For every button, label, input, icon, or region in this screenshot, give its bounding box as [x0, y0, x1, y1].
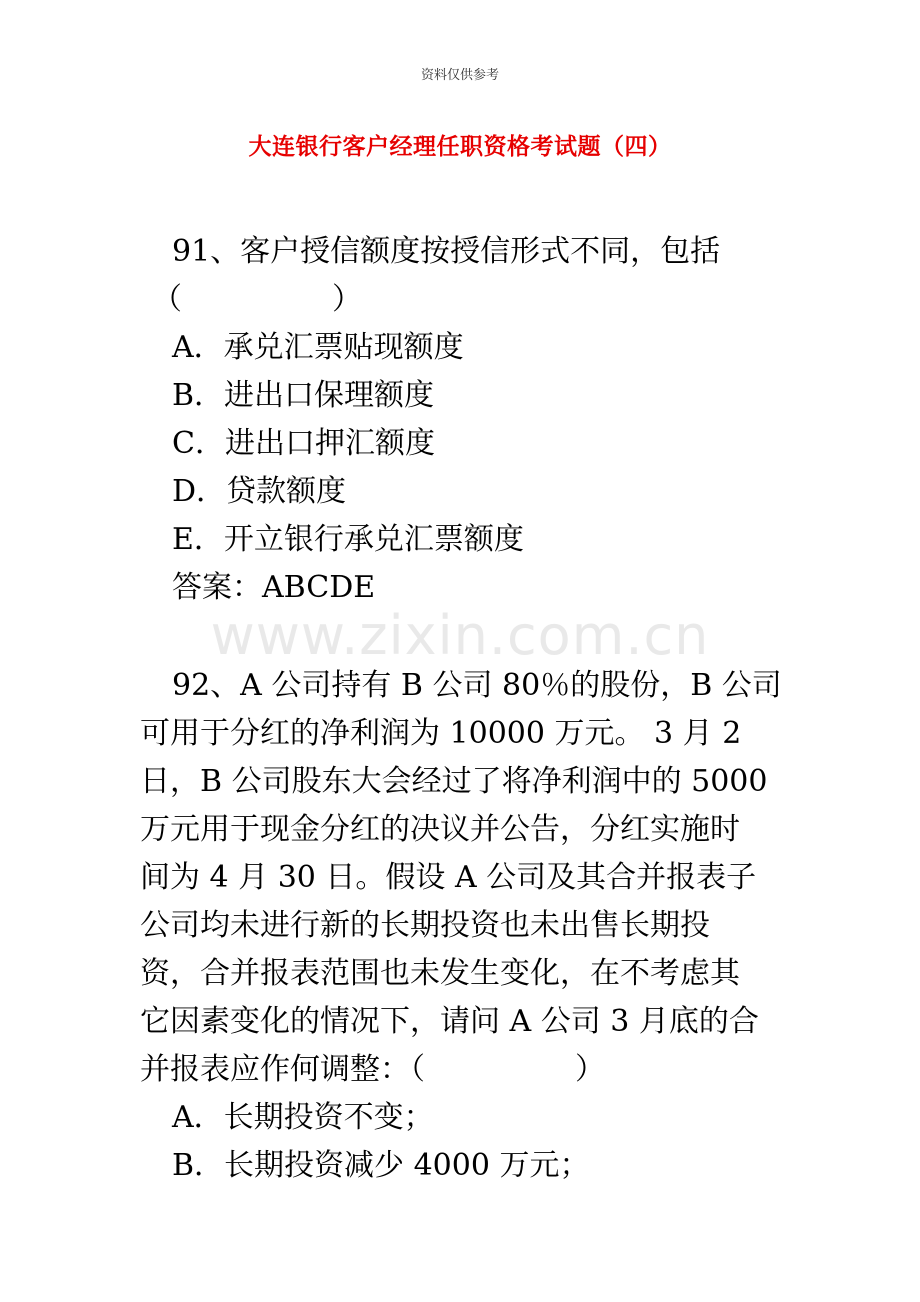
question-92-line-8: 它因素变化的情况下，请问 A 公司 3 月底的合: [140, 1004, 759, 1039]
question-91-option-b: B．进出口保理额度: [172, 378, 435, 413]
question-92-line-1: 92、A 公司持有 B 公司 80％的股份，B 公司: [172, 668, 782, 703]
question-91-option-d: D．贷款额度: [172, 474, 347, 509]
question-92-line-6: 公司均未进行新的长期投资也未出售长期投: [140, 908, 710, 943]
question-92-line-2: 可用于分红的净利润为 10000 万元。 3 月 2: [140, 716, 742, 751]
question-92-line-7: 资，合并报表范围也未发生变化，在不考虑其: [140, 956, 740, 991]
question-92-line-5: 间为 4 月 30 日。假设 A 公司及其合并报表子: [140, 860, 757, 895]
question-91-stem: [140, 228, 780, 324]
question-91-answer: 答案：ABCDE: [172, 570, 376, 605]
watermark: www.zixin.com.cn: [210, 604, 710, 667]
question-92-stem: [140, 662, 780, 1094]
question-91-option-c: C．进出口押汇额度: [172, 426, 435, 461]
question-91-option-e: E．开立银行承兑汇票额度: [172, 522, 524, 557]
question-92-line-9: 并报表应作何调整：（ ）: [140, 1052, 605, 1087]
question-92-line-3: 日，B 公司股东大会经过了将净利润中的 5000: [140, 764, 768, 799]
question-92-option-b: B．长期投资减少 4000 万元；: [172, 1148, 590, 1183]
document-title: 大连银行客户经理任职资格考试题（四）: [248, 134, 672, 160]
header-note: 资料仅供参考: [420, 68, 499, 83]
question-91-option-a: A．承兑汇票贴现额度: [172, 330, 464, 365]
question-92-line-4: 万元用于现金分红的决议并公告，分红实施时: [140, 812, 740, 847]
question-92-option-a: A．长期投资不变；: [172, 1100, 434, 1135]
question-91-line-1: 91、客户授信额度按授信形式不同，包括: [172, 234, 721, 269]
question-91-line-2: （ ）: [152, 282, 362, 317]
